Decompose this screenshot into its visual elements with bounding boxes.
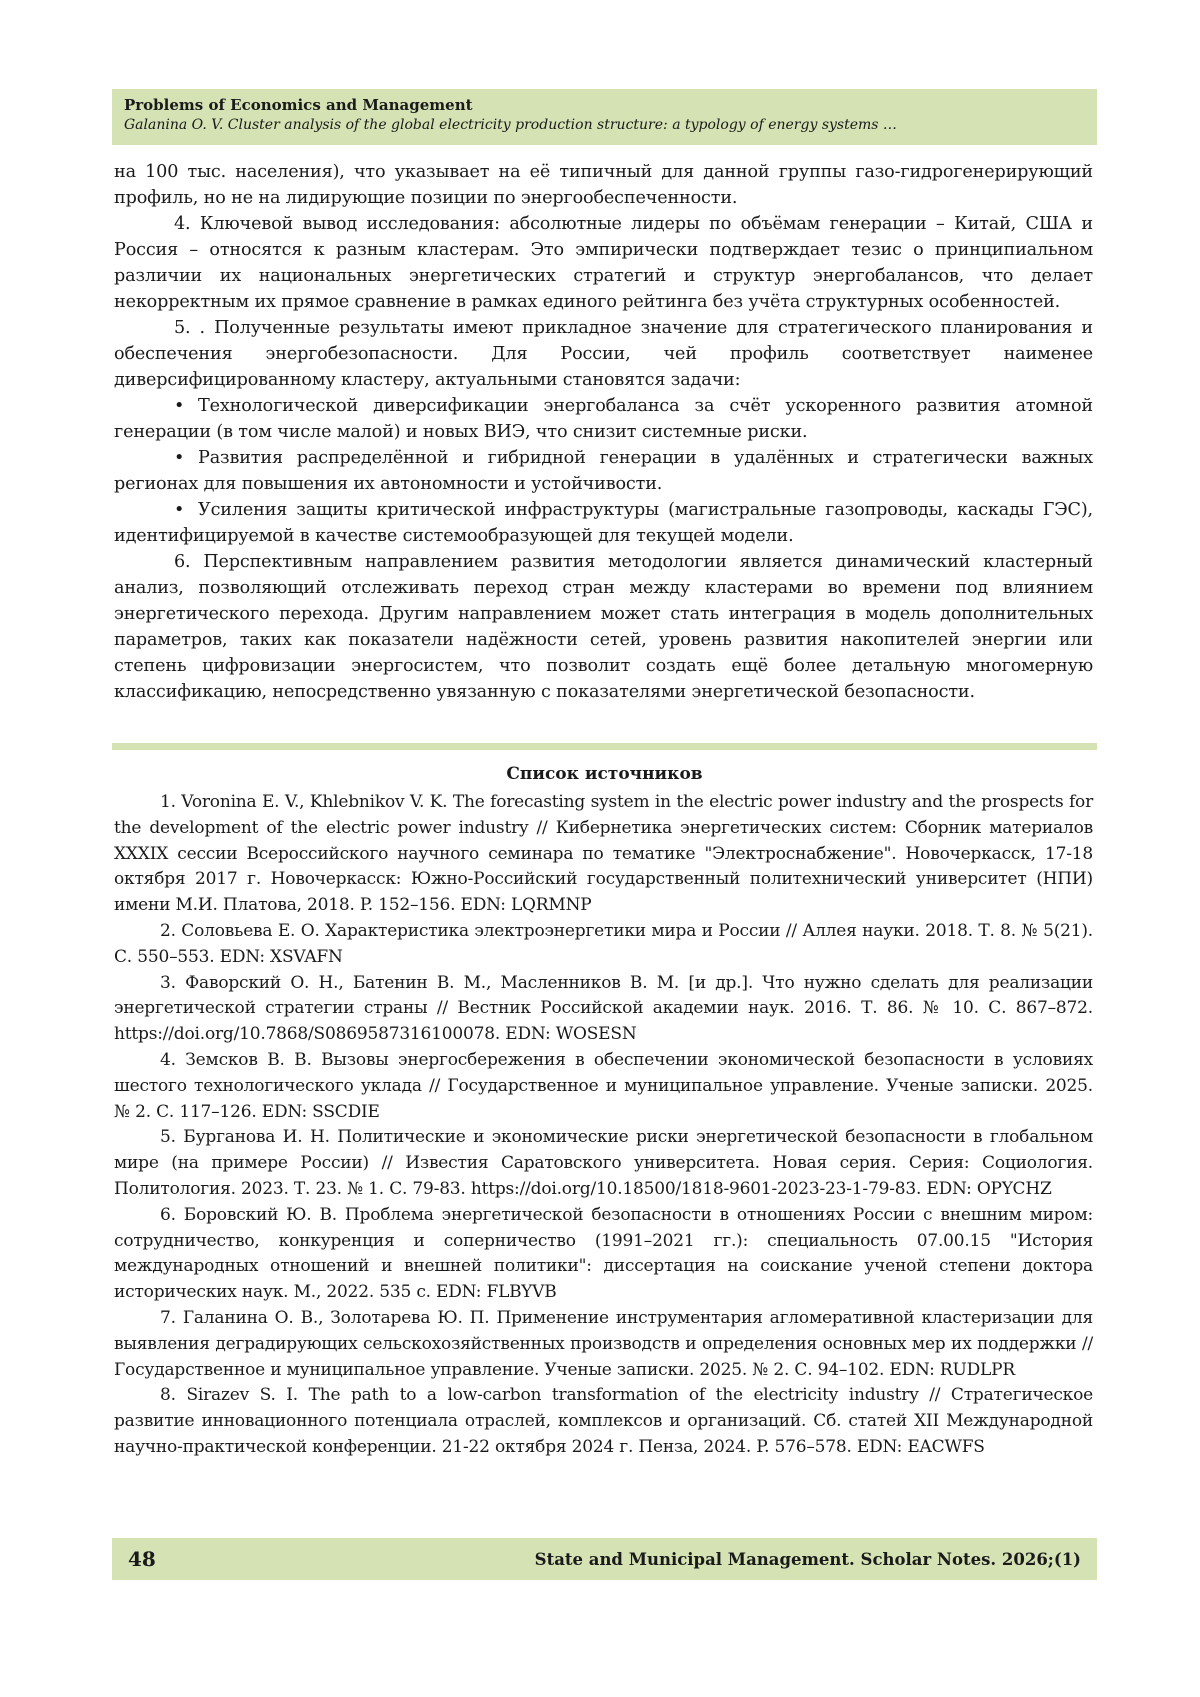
bullet-icon: • xyxy=(174,396,185,416)
bullet-icon: • xyxy=(174,448,185,468)
reference-item: 2. Соловьева Е. О. Характеристика электроэнергетики мира и России // Аллея науки. 2018. Т. 8. № 5(21). С. 550–553. EDN: XSVAFN xyxy=(114,920,1093,967)
header-article-title: Galanina O. V. Cluster analysis of the global electricity production structure: a typology of energy systems … xyxy=(124,117,897,133)
reference-item: 4. Земсков В. В. Вызовы энергосбережения в обеспечении экономической безопасности в условиях шестого технологического уклада // Государственное и муниципальное управление. Ученые записки. 2025. № 2. С. 117–126. EDN: SSCDIE xyxy=(114,1049,1093,1122)
reference-item: 5. Бурганова И. Н. Политические и экономические риски энергетической безопасности в глобальном мире (на примере России) // Известия Саратовского университета. Новая серия. Серия: Социология. Политология. 2023. Т. 23. № 1. С. 79-83. https://doi.org/10.18500/1818-9601-2023-23-1-79-83. EDN: OPYCHZ xyxy=(114,1127,1093,1199)
bullet-icon: • xyxy=(174,500,185,520)
bullet-text: Усиления защиты критической инфраструктуры (магистральные газопроводы, каскады ГЭС), идентифицируемой в качестве системообразующей для текущей модели. xyxy=(114,500,1093,546)
reference-item: 3. Фаворский О. Н., Батенин В. М., Масленников В. М. [и др.]. Что нужно сделать для реализации энергетической стратегии страны // Вестник Российской академии наук. 2016. Т. 86. № 10. С. 867–872. https://doi.org/10.7868/S0869587316100078. EDN: WOSESN xyxy=(114,972,1093,1045)
section-divider xyxy=(112,743,1097,750)
references-list xyxy=(114,790,1093,1461)
paragraph-continuation: на 100 тыс. населения), что указывает на её типичный для данной группы газо-гидрогенерирующий профиль, но не на лидирующие позиции по энергообеспеченности. xyxy=(114,162,1093,208)
running-footer xyxy=(112,1538,1097,1580)
reference-item: 1. Voronina E. V., Khlebnikov V. K. The forecasting system in the electric power industry and the prospects for the development of the electric power industry // Кибернетика энергетических систем: Сборник материалов XXXIX сессии Всероссийского научного семинара по тематике "Электроснабжение". Новочеркасск, 17-18 октября 2017 г. Новочеркасск: Южно-Российский государственный политехнический университет (НПИ) имени М.И. Платова, 2018. P. 152–156. EDN: LQRMNP xyxy=(114,792,1093,916)
reference-item: 6. Боровский Ю. В. Проблема энергетической безопасности в отношениях России с внешним миром: сотрудничество, конкуренция и соперничество (1991–2021 гг.): специальность 07.00.15 "История международных отношений и внешней политики": диссертация на соискание ученой степени доктора исторических наук. М., 2022. 535 с. EDN: FLBYVB xyxy=(114,1204,1093,1303)
reference-item: 8. Sirazev S. I. The path to a low-carbon transformation of the electricity industry // Стратегическое развитие инновационного потенциала отраслей, комплексов и организаций. Сб. статей XII Международной научно-практической конференции. 21-22 октября 2024 г. Пенза, 2024. P. 576–578. EDN: EACWFS xyxy=(114,1385,1093,1457)
bullet-text: Развития распределённой и гибридной генерации в удалённых и стратегически важных регионах для повышения их автономности и устойчивости. xyxy=(114,448,1093,494)
bullet-text: Технологической диверсификации энергобаланса за счёт ускоренного развития атомной генерации (в том числе малой) и новых ВИЭ, что снизит системные риски. xyxy=(114,396,1093,442)
paragraph-conclusion-4: 4. Ключевой вывод исследования: абсолютные лидеры по объёмам генерации – Китай, США и Россия – относятся к разным кластерам. Это эмпирически подтверждает тезис о принципиальном различии их национальных энергетических стратегий и структур энергобалансов, что делает некорректным их прямое сравнение в рамках единого рейтинга без учёта структурных особенностей. xyxy=(114,214,1093,312)
footer-journal-title: State and Municipal Management. Scholar Notes. 2026;(1) xyxy=(534,1549,1081,1569)
reference-item: 7. Галанина О. В., Золотарева Ю. П. Применение инструментария агломеративной кластеризации для выявления деградирующих сельскохозяйственных производств и определения основных мер их поддержки // Государственное и муниципальное управление. Ученые записки. 2025. № 2. С. 94–102. EDN: RUDLPR xyxy=(114,1307,1093,1380)
page-number: 48 xyxy=(128,1547,156,1571)
bullet-item xyxy=(114,393,1093,445)
header-journal-title: Problems of Economics and Management xyxy=(124,96,473,114)
paragraph-conclusion-6: 6. Перспективным направлением развития методологии является динамический кластерный анализ, позволяющий отслеживать переход стран между кластерами во времени под влиянием энергетического перехода. Другим направлением может стать интеграция в модель дополнительных параметров, таких как показатели надёжности сетей, уровень развития накопителей энергии или степень цифровизации энергосистем, что позволит создать ещё более детальную многомерную классификацию, непосредственно увязанную с показателями энергетической безопасности. xyxy=(114,552,1093,702)
references-title: Список источников xyxy=(506,764,703,784)
running-header xyxy=(112,89,1097,145)
article-body xyxy=(114,159,1093,705)
paragraph-conclusion-5: 5. . Полученные результаты имеют прикладное значение для стратегического планирования и обеспечения энергобезопасности. Для России, чей профиль соответствует наименее диверсифицированному кластеру, актуальными становятся задачи: xyxy=(114,318,1093,390)
bullet-item xyxy=(114,445,1093,497)
bullet-item xyxy=(114,497,1093,549)
